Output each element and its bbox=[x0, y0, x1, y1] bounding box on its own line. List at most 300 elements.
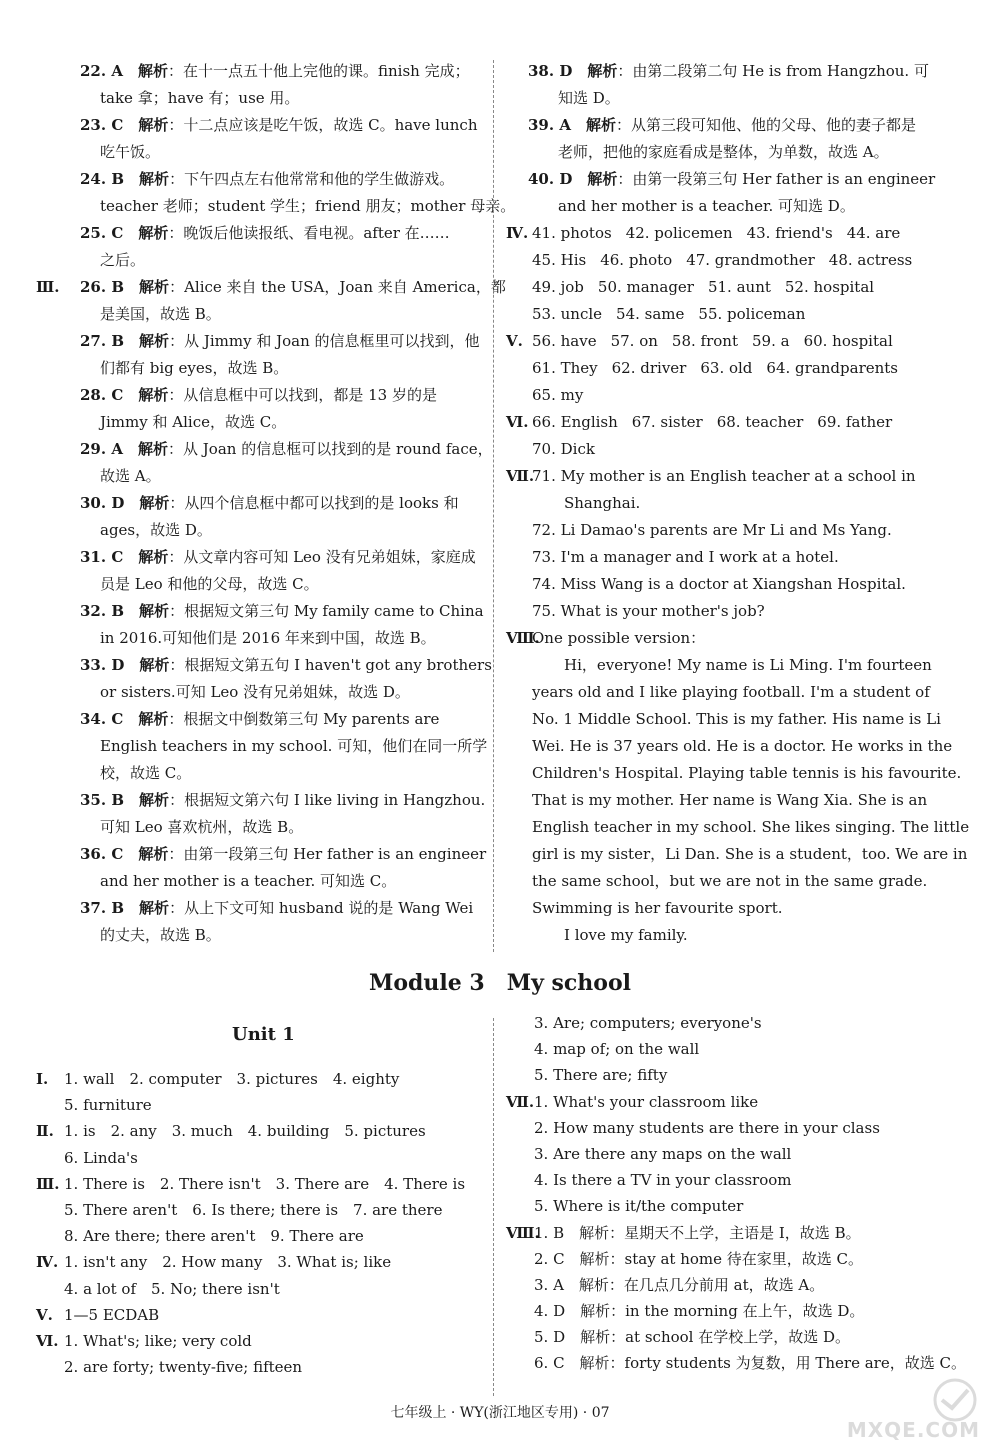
vii-line bbox=[506, 517, 946, 544]
iv-row bbox=[506, 274, 946, 301]
iv-answer: 54. same bbox=[616, 305, 685, 323]
unit1-right-text: 5. There are; fifty bbox=[534, 1066, 668, 1085]
iv-answer: 43. friend's bbox=[746, 224, 833, 242]
analysis-label: 解析 bbox=[138, 62, 169, 80]
answer-letter: B bbox=[111, 278, 125, 296]
question-num: 29. bbox=[80, 440, 107, 458]
unit1-right-text: 1. B 解析：星期天不上学，主语是 I，故选 B。 bbox=[534, 1223, 861, 1242]
v-answer: 57. on bbox=[610, 332, 658, 350]
analysis-text: 老师，把他的家庭看成是整体，为单数，故选 A。 bbox=[558, 143, 889, 161]
answer-letter: D bbox=[111, 494, 125, 512]
analysis-text: ：十二点应该是吃午饭，故选 C。have lunch bbox=[168, 116, 478, 134]
question-number bbox=[80, 220, 450, 247]
v-answer: 64. grandparents bbox=[766, 359, 899, 377]
question-num: 32. bbox=[80, 602, 107, 620]
page-footer: 七年级上 · WY(浙江地区专用) · 07 bbox=[390, 1405, 610, 1421]
answer-line bbox=[36, 868, 482, 895]
answer-letter: D bbox=[559, 62, 573, 80]
essay-text: That is my mother. Her name is Wang Xia. She is an bbox=[532, 791, 928, 809]
answer-letter: C bbox=[111, 386, 124, 404]
question-number bbox=[80, 274, 506, 301]
analysis-text: 知选 D。 bbox=[558, 89, 620, 107]
v-answer: 62. driver bbox=[611, 359, 687, 377]
answer-letter: C bbox=[111, 845, 124, 863]
analysis-text: ：从上下文可知 husband 说的是 Wang Wei bbox=[169, 899, 474, 917]
section-numeral: Ⅴ. bbox=[36, 1305, 53, 1324]
iv-answer: 42. policemen bbox=[625, 224, 733, 242]
analysis-label: 解析 bbox=[138, 845, 169, 863]
v-row bbox=[506, 328, 946, 355]
vii-sentence: 72. Li Damao's parents are Mr Li and Ms Yang. bbox=[532, 521, 892, 539]
answer-letter: C bbox=[111, 710, 124, 728]
question-number bbox=[80, 706, 439, 733]
analysis-text: take 拿；have 有；use 用。 bbox=[100, 89, 300, 107]
unit1-left-text: 1. There is 2. There isn't 3. There are 4. There is bbox=[64, 1174, 466, 1193]
section-numeral: Ⅲ. bbox=[36, 278, 60, 296]
essay-line bbox=[506, 895, 946, 922]
unit1-left-text: 1. isn't any 2. How many 3. What is; like bbox=[64, 1253, 392, 1272]
answer-line bbox=[36, 193, 516, 220]
analysis-text: ：根据文中倒数第三句 My parents are bbox=[168, 710, 440, 728]
unit1-left-text: 6. Linda's bbox=[64, 1148, 138, 1167]
section-numeral: Ⅷ. bbox=[506, 1223, 540, 1242]
unit1-left-text: 8. Are there; there aren't 9. There are bbox=[64, 1227, 364, 1246]
answer-line bbox=[36, 652, 492, 679]
answer-line bbox=[36, 490, 482, 517]
answer-line bbox=[506, 85, 946, 112]
essay-text: Children's Hospital. Playing table tennis is his favourite. bbox=[532, 764, 962, 782]
watermark-text: MXQE.COM bbox=[846, 1418, 980, 1442]
analysis-label: 解析 bbox=[139, 494, 170, 512]
answer-line bbox=[36, 760, 482, 787]
iv-answer: 49. job bbox=[532, 278, 584, 296]
iv-answer: 53. uncle bbox=[532, 305, 603, 323]
answer-line bbox=[36, 328, 482, 355]
answer-letter: A bbox=[111, 440, 123, 458]
unit1-right-text: 5. Where is it/the computer bbox=[534, 1197, 744, 1216]
answer-line bbox=[506, 166, 946, 193]
answer-line bbox=[36, 706, 482, 733]
iv-answer: 46. photo bbox=[600, 251, 673, 269]
iv-answer: 52. hospital bbox=[784, 278, 875, 296]
question-num: 28. bbox=[80, 386, 107, 404]
answer-line bbox=[506, 193, 946, 220]
analysis-text: ：下午四点左右他常常和他的学生做游戏。 bbox=[169, 170, 455, 188]
v-answer: 63. old bbox=[700, 359, 753, 377]
answer-line bbox=[36, 463, 482, 490]
analysis-text: in 2016.可知他们是 2016 年来到中国，故选 B。 bbox=[100, 629, 436, 647]
answer-letter: B bbox=[111, 791, 125, 809]
analysis-text: ：从四个信息框中都可以找到的是 looks 和 bbox=[169, 494, 459, 512]
analysis-label: 解析 bbox=[138, 440, 169, 458]
unit1-right-text: 3. A 解析：在几点几分前用 at，故选 A。 bbox=[534, 1275, 825, 1294]
v-answers bbox=[532, 382, 583, 409]
question-number bbox=[80, 895, 473, 922]
answer-letter: B bbox=[111, 170, 125, 188]
unit1-right-text: 3. Are; computers; everyone's bbox=[534, 1014, 762, 1032]
v-row bbox=[506, 355, 946, 382]
analysis-label: 解析 bbox=[138, 548, 169, 566]
analysis-text: ：由第一段第三句 Her father is an engineer bbox=[168, 845, 487, 863]
question-number bbox=[80, 166, 454, 193]
vii-line bbox=[506, 463, 946, 490]
question-number bbox=[80, 436, 493, 463]
question-num: 34. bbox=[80, 710, 107, 728]
unit1-left-line bbox=[36, 1302, 482, 1328]
essay-text: English teacher in my school. She likes singing. The little bbox=[532, 818, 970, 836]
iv-answer: 55. policeman bbox=[698, 305, 806, 323]
answer-line bbox=[36, 139, 482, 166]
question-num: 22. bbox=[80, 62, 107, 80]
answer-line bbox=[36, 274, 506, 301]
analysis-label: 解析 bbox=[138, 224, 169, 242]
analysis-text: 是美国，故选 B。 bbox=[100, 305, 221, 323]
unit1-right-line bbox=[506, 1141, 946, 1167]
essay-text: years old and I like playing football. I'm a student of bbox=[532, 683, 930, 701]
unit1-left-text: 5. furniture bbox=[64, 1096, 152, 1115]
answer-letter: A bbox=[559, 116, 571, 134]
unit1-right-text: 2. C 解析：stay at home 待在家里，故选 C。 bbox=[534, 1249, 864, 1268]
analysis-text: ：Alice 来自 the USA，Joan 来自 America，都 bbox=[169, 278, 506, 296]
vii-sentence: Shanghai. bbox=[564, 494, 641, 512]
unit1-left-line bbox=[36, 1092, 482, 1118]
answer-line bbox=[36, 247, 482, 274]
analysis-text: 们都有 big eyes，故选 B。 bbox=[100, 359, 289, 377]
analysis-label: 解析 bbox=[139, 170, 170, 188]
analysis-text: ：根据短文第六句 I like living in Hangzhou. bbox=[169, 791, 486, 809]
iv-answer: 44. are bbox=[846, 224, 901, 242]
question-number bbox=[80, 652, 492, 679]
unit1-left-line bbox=[36, 1118, 482, 1144]
answer-line bbox=[36, 220, 482, 247]
question-num: 40. bbox=[528, 170, 555, 188]
iv-answer: 50. manager bbox=[597, 278, 694, 296]
analysis-text: English teachers in my school. 可知，他们在同一所学 bbox=[100, 737, 488, 755]
answer-line bbox=[36, 85, 482, 112]
essay-line bbox=[506, 652, 946, 679]
unit1-right-line bbox=[506, 1089, 946, 1115]
question-number bbox=[528, 112, 916, 139]
question-num: 37. bbox=[80, 899, 107, 917]
v-answer: 60. hospital bbox=[803, 332, 893, 350]
essay-text: the same school，but we are not in the same grade. bbox=[532, 872, 928, 890]
analysis-label: 解析 bbox=[139, 656, 170, 674]
unit1-right-text: 4. map of; on the wall bbox=[534, 1040, 700, 1059]
answer-line bbox=[36, 382, 482, 409]
analysis-text: 吃午饭。 bbox=[100, 143, 161, 161]
unit1-left-line bbox=[36, 1328, 482, 1354]
unit1-right-line bbox=[506, 1010, 946, 1036]
unit1-right-line bbox=[506, 1062, 946, 1088]
analysis-label: 解析 bbox=[139, 899, 170, 917]
answer-line bbox=[36, 166, 482, 193]
question-num: 39. bbox=[528, 116, 555, 134]
answer-letter: B bbox=[111, 602, 125, 620]
v-answer: 56. have bbox=[532, 332, 597, 350]
question-number bbox=[80, 328, 480, 355]
essay-line bbox=[506, 841, 968, 868]
vii-line bbox=[506, 571, 946, 598]
analysis-text: ages，故选 D。 bbox=[100, 521, 212, 539]
answer-line bbox=[36, 598, 482, 625]
essay-text: Swimming is her favourite sport. bbox=[532, 899, 783, 917]
analysis-label: 解析 bbox=[139, 332, 170, 350]
answer-line bbox=[36, 301, 482, 328]
vi-answer: 68. teacher bbox=[716, 413, 804, 431]
unit1-left-text: 1. is 2. any 3. much 4. building 5. pictures bbox=[64, 1122, 426, 1141]
answer-line bbox=[36, 409, 482, 436]
answer-line bbox=[36, 841, 487, 868]
unit1-answers-left bbox=[36, 1066, 482, 1380]
iv-row bbox=[506, 247, 946, 274]
v-answer: 61. They bbox=[532, 359, 598, 377]
section-numeral: Ⅴ. bbox=[506, 332, 523, 350]
unit1-left-text: 2. are forty; twenty-five; fifteen bbox=[64, 1358, 303, 1377]
analysis-text: 的丈夫，故选 B。 bbox=[100, 926, 221, 944]
iv-answer: 45. His bbox=[532, 251, 587, 269]
essay-text: Hi，everyone! My name is Li Ming. I'm fourteen bbox=[564, 656, 932, 674]
question-number bbox=[80, 490, 459, 517]
unit1-left-line bbox=[36, 1197, 482, 1223]
vi-answer: 67. sister bbox=[631, 413, 703, 431]
unit1-right-line bbox=[506, 1324, 946, 1350]
section-numeral: Ⅵ. bbox=[506, 413, 529, 431]
unit1-left-line bbox=[36, 1171, 482, 1197]
analysis-text: 校，故选 C。 bbox=[100, 764, 192, 782]
iv-answer: 51. aunt bbox=[707, 278, 771, 296]
column-divider-top bbox=[493, 60, 494, 952]
answer-letter: A bbox=[111, 62, 123, 80]
essay-line bbox=[506, 868, 946, 895]
analysis-label: 解析 bbox=[587, 170, 618, 188]
answer-line bbox=[36, 733, 488, 760]
vii-sentence: 71. My mother is an English teacher at a school in bbox=[532, 467, 916, 485]
analysis-text: ：从 Jimmy 和 Joan 的信息框里可以找到，他 bbox=[169, 332, 480, 350]
unit1-right-line bbox=[506, 1115, 946, 1141]
analysis-text: ：根据短文第三句 My family came to China bbox=[169, 602, 484, 620]
analysis-label: 解析 bbox=[139, 278, 170, 296]
unit1-left-text: 1. wall 2. computer 3. pictures 4. eighty bbox=[64, 1070, 400, 1088]
question-number bbox=[80, 841, 486, 868]
essay-line bbox=[506, 706, 946, 733]
unit1-answers-right bbox=[506, 1010, 966, 1377]
unit1-right-line bbox=[506, 1246, 946, 1272]
vi-answer: 66. English bbox=[532, 413, 618, 431]
unit1-right-line bbox=[506, 1036, 946, 1062]
section-numeral: Ⅶ. bbox=[506, 467, 535, 485]
section-numeral: Ⅳ. bbox=[36, 1253, 59, 1272]
answer-letter: D bbox=[559, 170, 573, 188]
vii-line bbox=[506, 490, 946, 517]
answer-line bbox=[36, 625, 482, 652]
section-numeral: Ⅳ. bbox=[506, 224, 529, 242]
analysis-text: ：从信息框中可以找到，都是 13 岁的是 bbox=[168, 386, 437, 404]
answer-letter: B bbox=[111, 332, 125, 350]
unit-title: Unit 1 bbox=[232, 1024, 295, 1045]
iv-answer: 41. photos bbox=[532, 224, 612, 242]
unit1-right-text: 3. Are there any maps on the wall bbox=[534, 1144, 792, 1163]
question-number bbox=[80, 787, 485, 814]
answer-letter: D bbox=[111, 656, 125, 674]
column-divider-bottom bbox=[493, 1018, 494, 1396]
answer-line bbox=[36, 571, 482, 598]
vi-answer: 69. father bbox=[817, 413, 893, 431]
answer-line bbox=[36, 436, 493, 463]
question-number bbox=[80, 598, 484, 625]
analysis-label: 解析 bbox=[138, 116, 169, 134]
analysis-text: or sisters.可知 Leo 没有兄弟姐妹，故选 D。 bbox=[100, 683, 410, 701]
analysis-text: ：在十一点五十他上完他的课。finish 完成； bbox=[168, 62, 470, 80]
unit1-right-text: 6. C 解析：forty students 为复数，用 There are，故选 C。 bbox=[534, 1354, 966, 1373]
analysis-text: ：从第三段可知他、他的父母、他的妻子都是 bbox=[616, 116, 917, 134]
unit1-right-text: 5. D 解析：at school 在学校上学，故选 D。 bbox=[534, 1328, 851, 1347]
unit1-left-line bbox=[36, 1066, 482, 1092]
vii-line bbox=[506, 598, 946, 625]
answer-line bbox=[36, 58, 482, 85]
answer-line bbox=[36, 112, 482, 139]
question-num: 36. bbox=[80, 845, 107, 863]
section-numeral: Ⅰ. bbox=[36, 1070, 49, 1088]
unit1-right-text: 4. D 解析：in the morning 在上午，故选 D。 bbox=[534, 1302, 865, 1321]
unit1-left-line bbox=[36, 1223, 482, 1249]
essay-text: girl is my sister，Li Dan. She is a student，too. We are in bbox=[532, 845, 968, 863]
answer-line bbox=[506, 112, 946, 139]
answer-line bbox=[36, 814, 482, 841]
analysis-text: ：从 Joan 的信息框可以找到的是 round face， bbox=[168, 440, 493, 458]
vi-row bbox=[506, 409, 946, 436]
section-numeral: Ⅷ. bbox=[506, 629, 540, 647]
unit1-right-text: 1. What's your classroom like bbox=[534, 1092, 759, 1111]
question-number bbox=[80, 382, 437, 409]
unit1-right-line bbox=[506, 1167, 946, 1193]
essay-line bbox=[506, 814, 970, 841]
analysis-text: 故选 A。 bbox=[100, 467, 161, 485]
question-number bbox=[80, 58, 470, 85]
essay-line bbox=[506, 760, 962, 787]
question-num: 33. bbox=[80, 656, 107, 674]
analysis-text: ：根据短文第五句 I haven't got any brothers bbox=[169, 656, 492, 674]
unit1-left-line bbox=[36, 1249, 482, 1275]
iv-row bbox=[506, 220, 946, 247]
vii-sentence: 75. What is your mother's job? bbox=[532, 602, 765, 620]
unit1-left-line bbox=[36, 1276, 482, 1302]
unit1-right-line bbox=[506, 1272, 946, 1298]
question-num: 31. bbox=[80, 548, 107, 566]
analysis-text: ：由第一段第三句 Her father is an engineer bbox=[617, 170, 936, 188]
vi-answers bbox=[532, 409, 892, 436]
question-num: 25. bbox=[80, 224, 107, 242]
unit1-right-line bbox=[506, 1193, 946, 1219]
unit1-right-line bbox=[506, 1220, 946, 1246]
answer-line bbox=[506, 139, 946, 166]
iv-answers bbox=[532, 247, 912, 274]
question-number bbox=[528, 166, 935, 193]
unit1-left-line bbox=[36, 1145, 482, 1171]
essay-text: I love my family. bbox=[564, 926, 688, 944]
question-num: 38. bbox=[528, 62, 555, 80]
viii-intro: One possible version： bbox=[532, 629, 706, 647]
iv-answers bbox=[532, 220, 900, 247]
analysis-text: ：晚饭后他读报纸、看电视。after 在…… bbox=[168, 224, 450, 242]
essay-line bbox=[506, 733, 953, 760]
analysis-label: 解析 bbox=[586, 116, 617, 134]
question-num: 24. bbox=[80, 170, 107, 188]
v-answers bbox=[532, 328, 893, 355]
unit1-right-text: 2. How many students are there in your class bbox=[534, 1118, 880, 1137]
vi-answers bbox=[532, 436, 595, 463]
unit1-left-line bbox=[36, 1354, 482, 1380]
section-numeral: Ⅱ. bbox=[36, 1122, 54, 1141]
essay-line bbox=[506, 922, 946, 949]
watermark-logo bbox=[830, 1372, 980, 1442]
answer-line bbox=[36, 895, 482, 922]
v-answer: 65. my bbox=[532, 386, 584, 404]
analysis-label: 解析 bbox=[138, 710, 169, 728]
answer-letter: C bbox=[111, 548, 124, 566]
essay-line bbox=[506, 679, 946, 706]
question-number bbox=[80, 112, 477, 139]
question-num: 27. bbox=[80, 332, 107, 350]
analysis-text: 可知 Leo 喜欢杭州，故选 B。 bbox=[100, 818, 304, 836]
answer-letter: B bbox=[111, 899, 125, 917]
v-answer: 58. front bbox=[671, 332, 738, 350]
analysis-text: and her mother is a teacher. 可知选 C。 bbox=[100, 872, 397, 890]
essay-text: No. 1 Middle School. This is my father. His name is Li bbox=[532, 710, 941, 728]
vii-sentence: 73. I'm a manager and I work at a hotel. bbox=[532, 548, 839, 566]
answer-line bbox=[36, 355, 482, 382]
question-number bbox=[528, 58, 929, 85]
essay-text: Wei. He is 37 years old. He is a doctor. He works in the bbox=[532, 737, 953, 755]
answer-letter: C bbox=[111, 224, 124, 242]
analysis-label: 解析 bbox=[139, 602, 170, 620]
question-num: 30. bbox=[80, 494, 107, 512]
section-numeral: Ⅲ. bbox=[36, 1174, 60, 1193]
unit1-right-text: 4. Is there a TV in your classroom bbox=[534, 1171, 792, 1190]
vii-sentence: 74. Miss Wang is a doctor at Xiangshan Hospital. bbox=[532, 575, 906, 593]
question-number bbox=[80, 544, 476, 571]
iv-answer: 48. actress bbox=[828, 251, 913, 269]
unit1-left-text: 4. a lot of 5. No; there isn't bbox=[64, 1279, 280, 1298]
v-row bbox=[506, 382, 946, 409]
analysis-text: and her mother is a teacher. 可知选 D。 bbox=[558, 197, 855, 215]
essay-line bbox=[506, 787, 946, 814]
unit1-left-text: 1. What's; like; very cold bbox=[64, 1331, 252, 1350]
viii-intro-line bbox=[506, 625, 946, 652]
vii-line bbox=[506, 544, 946, 571]
answer-letter: C bbox=[111, 116, 124, 134]
analysis-label: 解析 bbox=[139, 791, 170, 809]
left-answer-column bbox=[36, 58, 516, 949]
unit1-left-text: 1—5 ECDAB bbox=[64, 1305, 160, 1324]
right-answer-column bbox=[506, 58, 970, 949]
question-num: 35. bbox=[80, 791, 107, 809]
vi-row bbox=[506, 436, 946, 463]
answer-line bbox=[506, 58, 946, 85]
analysis-text: 之后。 bbox=[100, 251, 146, 269]
answer-line bbox=[36, 679, 482, 706]
section-numeral: Ⅵ. bbox=[36, 1331, 59, 1350]
section-numeral: Ⅶ. bbox=[506, 1092, 535, 1111]
answer-line bbox=[36, 517, 482, 544]
unit1-right-line bbox=[506, 1298, 946, 1324]
analysis-text: ：由第二段第二句 He is from Hangzhou. 可 bbox=[617, 62, 929, 80]
analysis-text: ：从文章内容可知 Leo 没有兄弟姐妹，家庭成 bbox=[168, 548, 476, 566]
iv-row bbox=[506, 301, 946, 328]
v-answers bbox=[532, 355, 898, 382]
unit1-left-text: 5. There aren't 6. Is there; there is 7. are there bbox=[64, 1200, 443, 1219]
answer-line bbox=[36, 544, 482, 571]
analysis-text: Jimmy 和 Alice，故选 C。 bbox=[100, 413, 287, 431]
